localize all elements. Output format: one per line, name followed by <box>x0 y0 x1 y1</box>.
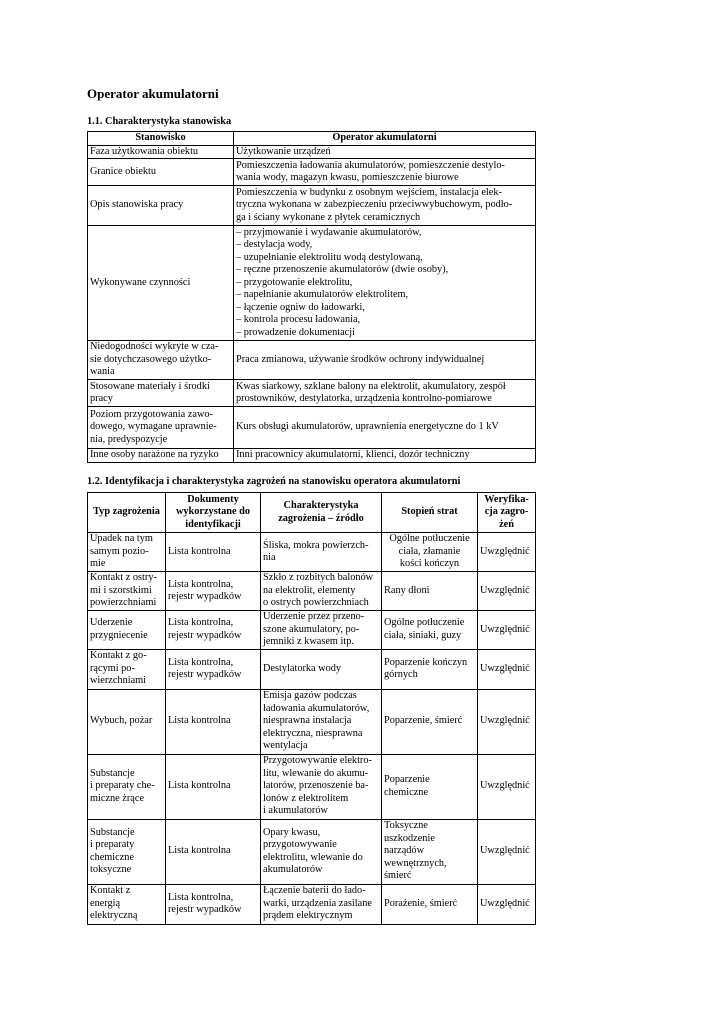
hazard-verification: Uwzględnić <box>478 754 536 819</box>
row-label: Faza użytkowania obiektu <box>88 145 234 159</box>
table-row <box>88 572 536 611</box>
hazard-identification-table <box>87 492 536 925</box>
table-row <box>88 754 536 819</box>
row-label: Granice obiektu <box>88 159 234 186</box>
row-value: Praca zmianowa, używanie środków ochrony indywidualnej <box>234 341 536 380</box>
hazard-source: Uderzenie przez przeno- szone akumulatory, po- jemniki z kwasem itp. <box>261 611 382 650</box>
hazard-documents: Lista kontrolna <box>166 754 261 819</box>
row-label: Stosowane materiały i środki pracy <box>88 380 234 407</box>
row-value: Kurs obsługi akumulatorów, uprawnienia energetyczne do 1 kV <box>234 407 536 449</box>
hazard-loss: Poparzenie chemiczne <box>382 754 478 819</box>
page-title: Operator akumulatorni <box>87 86 219 101</box>
row-label: Inne osoby narażone na ryzyko <box>88 449 234 463</box>
hazard-verification: Uwzględnić <box>478 689 536 754</box>
table-row <box>88 884 536 924</box>
table-row <box>88 689 536 754</box>
table-row <box>88 145 536 159</box>
hazard-type: Upadek na tym samym pozio- mie <box>88 533 166 572</box>
hazard-source: Destylatorka wody <box>261 649 382 689</box>
workstation-characteristics-table <box>87 131 536 463</box>
hazard-loss: Toksyczne uszkodzenie narządów wewnętrznych, śmierć <box>382 819 478 884</box>
hazard-verification: Uwzględnić <box>478 884 536 924</box>
hazard-type: Wybuch, pożar <box>88 689 166 754</box>
row-label: Opis stanowiska pracy <box>88 186 234 226</box>
hazard-source: Śliska, mokra powierzch- nia <box>261 533 382 572</box>
hazard-source: Szkło z rozbitych balonów na elektrolit, elementy o ostrych powierzchniach <box>261 572 382 611</box>
row-label: Wykonywane czynności <box>88 226 234 341</box>
hazard-source: Emisja gazów podczas ładowania akumulatorów, niesprawna instalacja elektryczna, niesprawna wentylacja <box>261 689 382 754</box>
table-header-row <box>88 132 536 146</box>
hazard-documents: Lista kontrolna, rejestr wypadków <box>166 884 261 924</box>
hazard-documents: Lista kontrolna <box>166 689 261 754</box>
hazard-loss: Poparzenie kończyn górnych <box>382 649 478 689</box>
table-row <box>88 611 536 650</box>
row-value: Pomieszczenia w budynku z osobnym wejściem, instalacja elek- tryczna wykonana w zabezpieczeniu przeciwwybuchowym, podło- ga i ściany wykonane z płytek ceramicznych <box>234 186 536 226</box>
hazard-source: Łączenie baterii do łado- warki, urządzenia zasilane prądem elektrycznym <box>261 884 382 924</box>
row-value: Kwas siarkowy, szklane balony na elektrolit, akumulatory, zespół prostowników, destylatorka, urządzenia kontrolno-pomiarowe <box>234 380 536 407</box>
table-row <box>88 159 536 186</box>
hazard-loss: Porażenie, śmierć <box>382 884 478 924</box>
row-label: Poziom przygotowania zawo- dowego, wymagane uprawnie- nia, predyspozycje <box>88 407 234 449</box>
section-2-heading: 1.2. Identyfikacja i charakterystyka zagrożeń na stanowisku operatora akumulatorni <box>87 476 461 487</box>
table-row <box>88 819 536 884</box>
hazard-documents: Lista kontrolna <box>166 533 261 572</box>
hazard-type: Kontakt z go- rącymi po- wierzchniami <box>88 649 166 689</box>
hazard-type: Kontakt z ostry- mi i szorstkimi powierzchniami <box>88 572 166 611</box>
hazard-type: Kontakt z energią elektryczną <box>88 884 166 924</box>
table-row <box>88 341 536 380</box>
column-header: Stopień strat <box>382 493 478 533</box>
hazard-verification: Uwzględnić <box>478 611 536 650</box>
table-row <box>88 449 536 463</box>
table-header-row <box>88 493 536 533</box>
hazard-loss: Ogólne potłuczenie ciała, siniaki, guzy <box>382 611 478 650</box>
column-header: Stanowisko <box>88 132 234 146</box>
table-row <box>88 533 536 572</box>
hazard-type: Substancje i preparaty che- miczne żrące <box>88 754 166 819</box>
hazard-verification: Uwzględnić <box>478 649 536 689</box>
hazard-loss: Ogólne potłuczenie ciała, złamanie kości kończyn <box>382 533 478 572</box>
hazard-loss: Rany dłoni <box>382 572 478 611</box>
column-header: Weryfika- cja zagro- żeń <box>478 493 536 533</box>
row-label: Niedogodności wykryte w cza- sie dotychczasowego użytko- wania <box>88 341 234 380</box>
hazard-type: Uderzenie przygniecenie <box>88 611 166 650</box>
column-header: Operator akumulatorni <box>234 132 536 146</box>
table-row <box>88 407 536 449</box>
row-value: Inni pracownicy akumulatorni, klienci, dozór techniczny <box>234 449 536 463</box>
row-value: Użytkowanie urządzeń <box>234 145 536 159</box>
hazard-source: Opary kwasu, przygotowywanie elektrolitu, wlewanie do akumulatorów <box>261 819 382 884</box>
hazard-verification: Uwzględnić <box>478 533 536 572</box>
hazard-type: Substancje i preparaty chemiczne toksyczne <box>88 819 166 884</box>
hazard-documents: Lista kontrolna, rejestr wypadków <box>166 611 261 650</box>
hazard-documents: Lista kontrolna <box>166 819 261 884</box>
table-row <box>88 380 536 407</box>
column-header: Dokumenty wykorzystane do identyfikacji <box>166 493 261 533</box>
table-row <box>88 226 536 341</box>
column-header: Charakterystyka zagrożenia – źródło <box>261 493 382 533</box>
hazard-source: Przygotowywanie elektro- litu, wlewanie do akumu- latorów, przenoszenie ba- lonów z elektrolitem i akumulatorów <box>261 754 382 819</box>
hazard-verification: Uwzględnić <box>478 819 536 884</box>
row-value: Pomieszczenia ładowania akumulatorów, pomieszczenie destylo- wania wody, magazyn kwasu, pomieszczenie biurowe <box>234 159 536 186</box>
column-header: Typ zagrożenia <box>88 493 166 533</box>
table-row <box>88 186 536 226</box>
hazard-documents: Lista kontrolna, rejestr wypadków <box>166 649 261 689</box>
hazard-loss: Poparzenie, śmierć <box>382 689 478 754</box>
section-1-heading: 1.1. Charakterystyka stanowiska <box>87 116 232 127</box>
row-value: – przyjmowanie i wydawanie akumulatorów, – destylacja wody, – uzupełnianie elektrolitu wodą destylowaną, – ręczne przenoszenie akumulatorów (dwie osoby), – przygotowanie elektrolitu, – napełnianie akumulatorów elektrolitem, – łączenie ogniw do ładowarki, – kontrola procesu ładowania, – prowadzenie dokumentacji <box>234 226 536 341</box>
hazard-documents: Lista kontrolna, rejestr wypadków <box>166 572 261 611</box>
table-row <box>88 649 536 689</box>
hazard-verification: Uwzględnić <box>478 572 536 611</box>
